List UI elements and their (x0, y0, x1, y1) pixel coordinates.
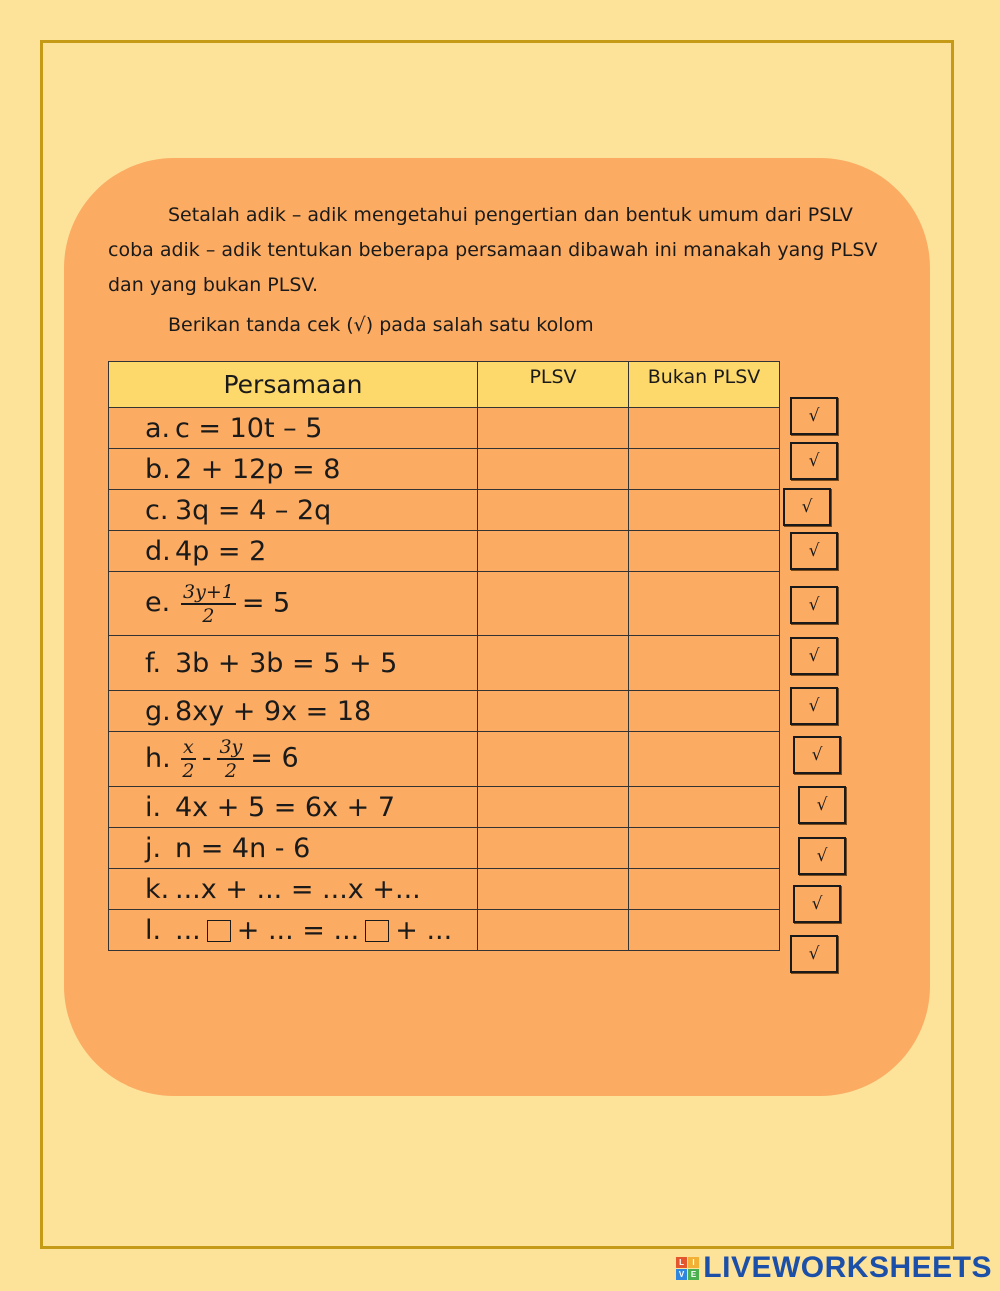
drop-cell-plsv-i[interactable] (478, 787, 629, 828)
table-row (109, 828, 780, 869)
equation-e: e. $\frac{3y+1}{2}$ = 5 (109, 572, 478, 636)
drop-cell-plsv-k[interactable] (478, 869, 629, 910)
header-bukan-plsv: Bukan PLSV (629, 362, 780, 408)
equation-g: g. 8xy + 9x = 18 (109, 691, 478, 732)
drop-cell-bukan-j[interactable] (629, 828, 780, 869)
brand-badge-icon: L I V E (676, 1257, 699, 1280)
drop-cell-bukan-l[interactable] (629, 910, 780, 951)
equation-j: j. n = 4n - 6 (109, 828, 478, 869)
table-header-row (109, 362, 780, 408)
table-row (109, 910, 780, 951)
equation-d: d. 4p = 2 (109, 531, 478, 572)
header-plsv: PLSV (478, 362, 629, 408)
equation-a: a. c = 10t – 5 (109, 408, 478, 449)
check-chip[interactable]: √ (793, 885, 841, 923)
table-row (109, 449, 780, 490)
liveworksheets-logo[interactable] (676, 1251, 992, 1285)
check-chip[interactable]: √ (790, 687, 838, 725)
drop-cell-bukan-h[interactable] (629, 732, 780, 787)
instruction-text: Berikan tanda cek (√) pada salah satu kolom (168, 314, 594, 336)
drop-cell-plsv-d[interactable] (478, 531, 629, 572)
drop-cell-bukan-f[interactable] (629, 636, 780, 691)
drop-cell-plsv-g[interactable] (478, 691, 629, 732)
drop-cell-plsv-c[interactable] (478, 490, 629, 531)
check-chip[interactable]: √ (790, 586, 838, 624)
table-row (109, 732, 780, 787)
table-row (109, 636, 780, 691)
check-chip[interactable]: √ (790, 637, 838, 675)
fraction: $\frac{x}{2}$ (182, 736, 195, 782)
equation-l: l. ... + ... = ... + ... (109, 910, 478, 951)
drop-cell-plsv-b[interactable] (478, 449, 629, 490)
drop-cell-bukan-g[interactable] (629, 691, 780, 732)
check-chip[interactable]: √ (793, 736, 841, 774)
drop-cell-bukan-e[interactable] (629, 572, 780, 636)
drop-cell-bukan-c[interactable] (629, 490, 780, 531)
equation-f: f. 3b + 3b = 5 + 5 (109, 636, 478, 691)
drop-cell-bukan-b[interactable] (629, 449, 780, 490)
equation-k: k. ...x + ... = ...x +... (109, 869, 478, 910)
drop-cell-plsv-l[interactable] (478, 910, 629, 951)
table-row (109, 572, 780, 636)
fraction: $\frac{3y+1}{2}$ (183, 580, 234, 627)
equation-c: c. 3q = 4 – 2q (109, 490, 478, 531)
equation-h: h. $\frac{x}{2}$ - $\frac{3y}{2}$ = 6 (109, 732, 478, 787)
check-chip[interactable]: √ (790, 935, 838, 973)
table-row (109, 408, 780, 449)
check-chip[interactable]: √ (790, 397, 838, 435)
table-row (109, 691, 780, 732)
table-row (109, 787, 780, 828)
drop-cell-plsv-h[interactable] (478, 732, 629, 787)
drop-cell-plsv-j[interactable] (478, 828, 629, 869)
blank-box-icon (207, 920, 231, 942)
intro-paragraph: Setalah adik – adik mengetahui pengertian dan bentuk umum dari PSLV coba adik – adik tentukan beberapa persamaan dibawah ini manakah yang PLSV dan yang bukan PLSV. (108, 204, 878, 296)
drop-cell-plsv-f[interactable] (478, 636, 629, 691)
drop-cell-bukan-d[interactable] (629, 531, 780, 572)
table-row (109, 869, 780, 910)
check-chip[interactable]: √ (783, 488, 831, 526)
check-chip[interactable]: √ (798, 837, 846, 875)
equation-table (108, 361, 780, 951)
drop-cell-plsv-a[interactable] (478, 408, 629, 449)
table-row (109, 531, 780, 572)
drop-cell-bukan-a[interactable] (629, 408, 780, 449)
check-chip[interactable]: √ (790, 442, 838, 480)
blank-box-icon (365, 920, 389, 942)
equation-i: i. 4x + 5 = 6x + 7 (109, 787, 478, 828)
check-chip[interactable]: √ (798, 786, 846, 824)
drop-cell-bukan-k[interactable] (629, 869, 780, 910)
header-persamaan: Persamaan (109, 362, 478, 408)
equation-b: b. 2 + 12p = 8 (109, 449, 478, 490)
table-row (109, 490, 780, 531)
fraction: $\frac{3y}{2}$ (219, 736, 243, 782)
brand-text: LIVEWORKSHEETS (703, 1251, 992, 1284)
check-chip[interactable]: √ (790, 532, 838, 570)
drop-cell-plsv-e[interactable] (478, 572, 629, 636)
drop-cell-bukan-i[interactable] (629, 787, 780, 828)
